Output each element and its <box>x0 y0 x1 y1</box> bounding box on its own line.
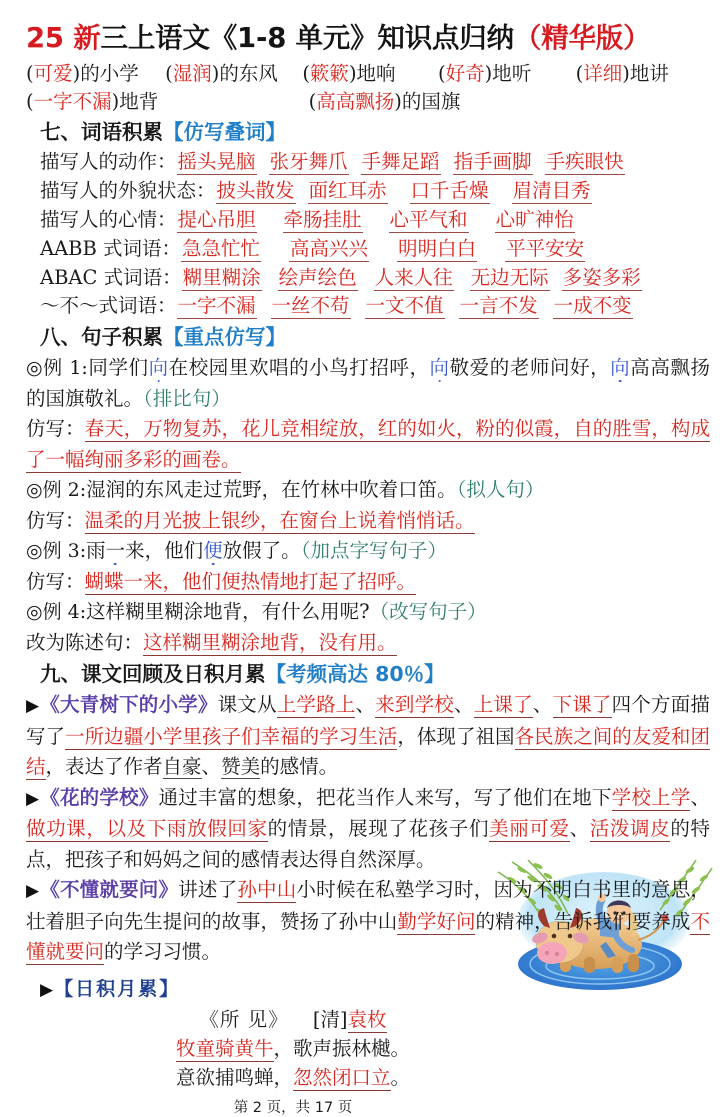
example-4-answer: 改为陈述句：这样糊里糊涂地背，没有用。 <box>26 630 397 654</box>
section-9-heading: 九、课文回顾及日积月累【考频高达 80％】 <box>40 662 445 687</box>
book-title: 《花的学校》 <box>40 785 159 809</box>
example-1: ◎例 1:同学们向在校园里欢唱的小鸟打招呼，向敬爱的老师问好，向高高飘扬的国旗敬礼。（排比句） <box>26 356 710 410</box>
example-2: ◎例 2:湿润的东风走过荒野，在竹林中吹着口笛。（拟人句） <box>26 478 545 502</box>
lesson-paragraph-2 <box>26 783 710 876</box>
poem-line-2: 意欲捕鸣蝉，忽然闭口立。 <box>175 1065 411 1089</box>
triangle-bullet-icon: ▶ <box>26 788 40 809</box>
answer-text: 春天，万物复苏，花儿竞相绽放，红的如火，粉的似霞，自的胜雪，构成了一幅绚丽多彩的画卷。 <box>26 417 710 471</box>
poem-line-1: 牧童骑黄牛，歌声振林樾。 <box>175 1036 411 1060</box>
emphasis-char: 向 <box>610 356 631 380</box>
poem-author: 袁枚 <box>347 1007 387 1031</box>
example-3-answer: 仿写：蝴蝶一来，他们便热情地打起了招呼。 <box>26 569 417 593</box>
title-main: 三上语文《1-8 单元》知识点归纳 <box>100 22 514 54</box>
modifier-line-1 <box>26 60 710 88</box>
vocab-row: AABB 式词语：急急忙忙 高高兴兴 明明白白 平平安安 <box>40 236 585 260</box>
sentence-type-label: （改写句子） <box>369 600 487 624</box>
section-7-heading-tag: 【仿写叠词】 <box>163 120 286 145</box>
modifier-item: (一字不漏)地背 <box>26 89 159 113</box>
triangle-bullet-icon: ▶ <box>40 979 54 1000</box>
page-footer: 第 2 页，共 17 页 <box>233 1099 353 1116</box>
page-title <box>26 22 710 56</box>
poem-block <box>26 1005 710 1092</box>
vocab-row: 描写人的心情：提心吊胆 牵肠挂肚 心平气和 心旷神怡 <box>40 207 574 231</box>
book-title: 《不懂就要问》 <box>40 878 179 902</box>
modifier-item: (好奇)地听 <box>437 61 532 85</box>
modifier-line-2 <box>26 88 710 116</box>
answer-text: 温柔的月光披上银纱，在窗台上说着悄悄话。 <box>84 508 475 532</box>
example-1-answer: 仿写：春天，万物复苏，花儿竞相绽放，红的如火，粉的似霞，自的胜雪，构成了一幅绚丽多彩的画卷。 <box>26 417 710 471</box>
vocab-row: ～不～式词语：一字不漏 一丝不苟 一文不值 一言不发 一成不变 <box>40 294 632 318</box>
lesson-paragraph-3 <box>26 875 710 968</box>
poem-title-line <box>26 1005 560 1034</box>
example-4: ◎例 4:这样糊里糊涂地背，有什么用呢?（改写句子） <box>26 600 487 624</box>
lesson-body: 课文从上学路上、来到学校、上课了、下课了四个方面描写了一所边疆小学里孩子们幸福的学习生活，体现了祖国各民族之间的友爱和团结，表达了作者自豪、赞美的感情。 <box>26 693 710 779</box>
vocab-row: 描写人的动作：摇头晃脑 张牙舞爪 手舞足蹈 指手画脚 手疾眼快 <box>40 150 624 174</box>
lesson-body: 讲述了孙中山小时候在私塾学习时，因为不明白书里的意思，壮着胆子向先生提问的故事，赞扬了孙中山勤学好问的精神，告诉我们要养成不懂就要问的学习习惯。 <box>26 878 710 964</box>
triangle-bullet-icon: ▶ <box>26 881 40 902</box>
answer-text: 这样糊里糊涂地背，没有用。 <box>143 630 397 654</box>
poem-dynasty: [清] <box>312 1007 348 1031</box>
sentence-type-label: （排比句） <box>143 386 231 410</box>
book-title: 《大青树下的小学》 <box>40 693 218 717</box>
title-suffix: （精华版） <box>513 22 651 54</box>
title-prefix: 25 新 <box>26 22 101 54</box>
modifier-item: (湿润)的东风 <box>165 61 278 85</box>
modifier-item: (簌簌)地响 <box>302 61 396 85</box>
vocab-row: 描写人的外貌状态：披头散发 面红耳赤 口千舌燥 眉清目秀 <box>40 179 591 203</box>
modifier-item: (可爱)的小学 <box>26 61 139 85</box>
vocab-row: ABAC 式词语：糊里糊涂 绘声绘色 人来人往 无边无际 多姿多彩 <box>40 265 641 289</box>
emphasis-char: 向 <box>429 356 450 380</box>
lesson-paragraph-1 <box>26 690 710 783</box>
lesson-body: 通过丰富的想象，把花当作人来写，写了他们在地下学校上学、做功课，以及下雨放假回家的情景，展现了花孩子们美丽可爱、活泼调皮的特点，把孩子和妈妈之间的感情表达得自然深厚。 <box>26 785 710 871</box>
riji-label: 【日积月累】 <box>54 977 181 1000</box>
section-8-heading: 八、句子积累【重点仿写】 <box>40 325 286 350</box>
riji-yuelei-heading <box>40 974 710 1001</box>
poem-title: 《所 见》 <box>199 1007 289 1031</box>
example-3: ◎例 3:雨一来，他们便放假了。（加点字写句子） <box>26 539 447 563</box>
emphasis-char: 便 <box>203 539 223 563</box>
emphasis-char: 一 <box>105 539 126 563</box>
sentence-type-label: （加点字写句子） <box>300 539 447 563</box>
modifier-item: (高高飘扬)的国旗 <box>308 89 461 113</box>
section-7-heading: 七、词语积累【仿写叠词】 <box>40 120 286 145</box>
sentence-type-label: （拟人句） <box>456 478 545 502</box>
emphasis-char: 向 <box>148 356 169 380</box>
triangle-bullet-icon: ▶ <box>26 696 40 717</box>
section-8-heading-tag: 【重点仿写】 <box>163 325 286 350</box>
example-2-answer: 仿写：温柔的月光披上银纱，在窗台上说着悄悄话。 <box>26 508 475 532</box>
section-9-heading-tag: 【考频高达 80％】 <box>265 662 445 687</box>
answer-text: 蝴蝶一来，他们便热情地打起了招呼。 <box>84 569 417 593</box>
modifier-item: (详细)地讲 <box>575 61 669 85</box>
